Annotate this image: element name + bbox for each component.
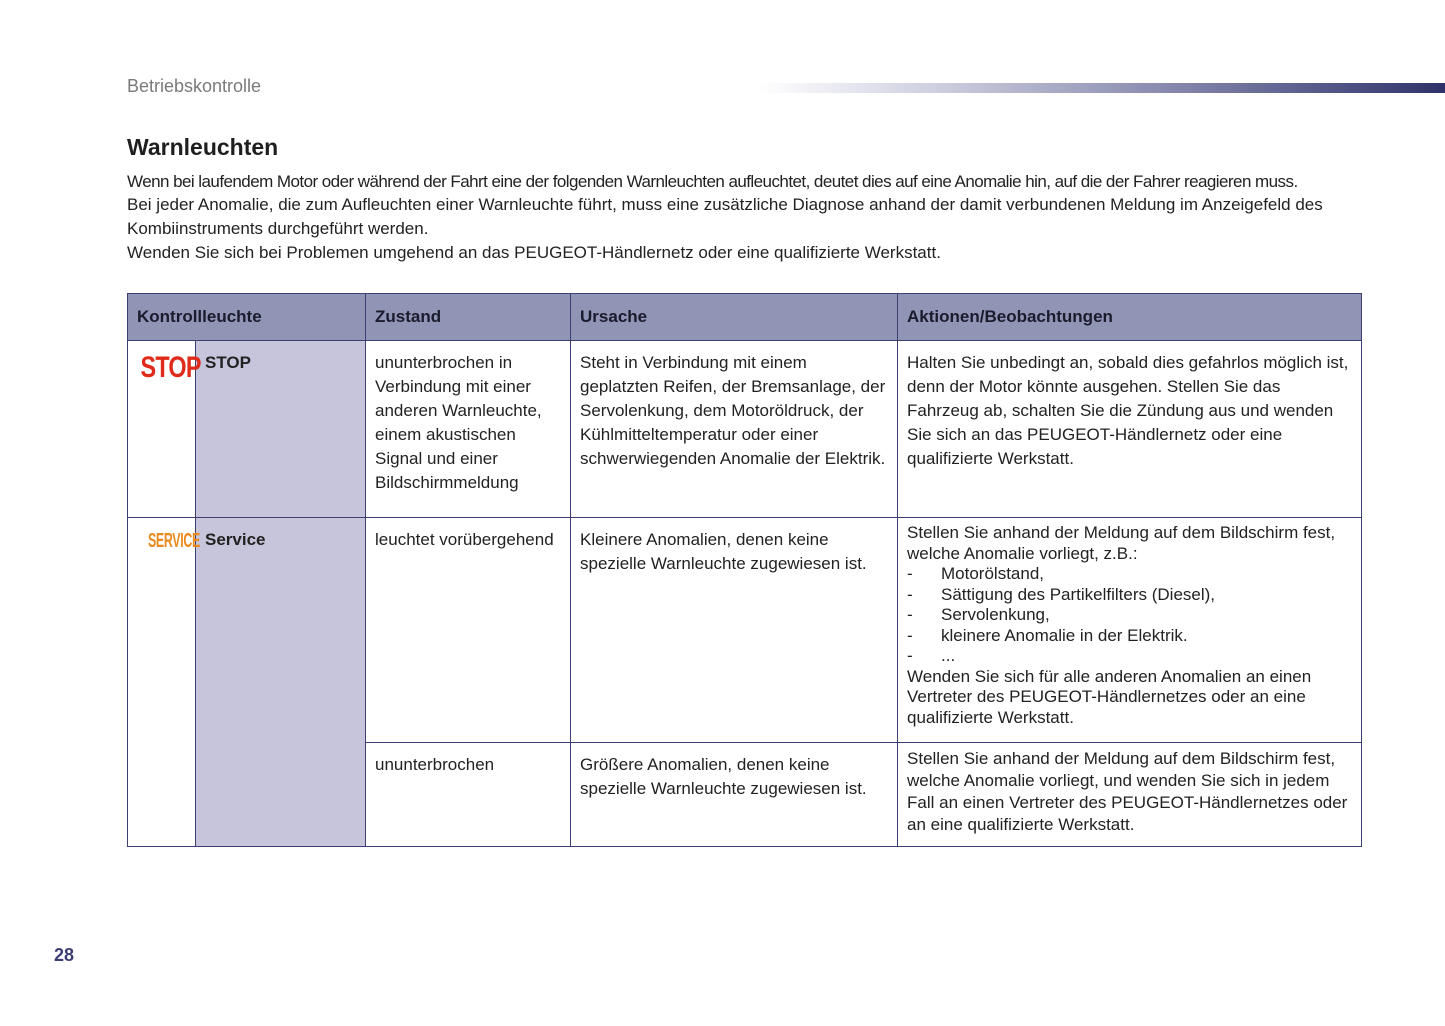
service-icon-cell: [128, 518, 201, 847]
page-number: 28: [54, 945, 75, 965]
service-temp-cause: Kleinere Anomalien, denen keine spezielle Warnleuchte zugewiesen ist.: [571, 518, 898, 743]
intro-paragraph-3: Wenden Sie sich bei Problemen umgehend an das PEUGEOT-Händlernetz oder eine qualifizierte Werkstatt.: [127, 243, 941, 262]
list-dash: -: [907, 564, 913, 583]
list-item: [907, 564, 1352, 585]
list-dash: -: [907, 584, 913, 604]
list-item: [907, 605, 1352, 626]
list-item: [907, 585, 1352, 606]
page-title: Warnleuchten: [127, 134, 279, 160]
list-item: [907, 626, 1352, 647]
table-row-stop: [128, 341, 1362, 518]
service-temp-state: leuchtet vorübergehend: [366, 518, 571, 743]
list-item: [907, 646, 1352, 667]
list-item-text: ...: [941, 646, 956, 665]
list-item-text: kleinere Anomalie in der Elektrik.: [941, 625, 1188, 645]
warning-lights-table: [127, 293, 1362, 847]
list-dash: -: [907, 625, 913, 645]
section-header: Betriebskontrolle: [127, 76, 262, 96]
list-item-text: Sättigung des Partikelfilters (Diesel),: [941, 584, 1216, 604]
service-cont-cause: Größere Anomalien, denen keine spezielle Warnleuchte zugewiesen ist.: [571, 743, 898, 847]
stop-name: STOP: [196, 341, 366, 518]
header-aktionen: Aktionen/Beobachtungen: [898, 294, 1362, 341]
intro-paragraph-2: Bei jeder Anomalie, die zum Aufleuchten einer Warnleuchte führt, muss eine zusätzliche Diagnose anhand der damit verbundenen Meldung im Anzeigefeld des Kombiinstruments durchgeführt werden.: [127, 195, 1323, 238]
header-zustand: Zustand: [366, 294, 571, 341]
header-ursache: Ursache: [571, 294, 898, 341]
list-dash: -: [907, 605, 913, 624]
service-cont-actions: Stellen Sie anhand der Meldung auf dem Bildschirm fest, welche Anomalie vorliegt, und wenden Sie sich in jedem Fall an einen Vertreter des PEUGEOT-Händlernetzes oder an eine qualifizierte Werkstatt.: [898, 743, 1362, 847]
service-temp-actions: [898, 518, 1362, 743]
stop-warning-icon: STOP: [140, 351, 201, 384]
list-item-text: Motorölstand,: [941, 564, 1045, 583]
stop-state: ununterbrochen in Verbindung mit einer anderen Warnleuchte, einem akustischen Signal und einer Bildschirmmeldung: [366, 341, 571, 518]
table-row-service-temporary: [128, 518, 1362, 743]
stop-cause: Steht in Verbindung mit einem geplatzten Reifen, der Bremsanlage, der Servolenkung, dem Motoröldruck, der Kühlmitteltemperatur oder einer schwerwiegenden Anomalie der Elektrik.: [571, 341, 898, 518]
intro-text: [127, 193, 1367, 265]
service-cont-state: ununterbrochen: [366, 743, 571, 847]
service-warning-icon: SERVICE: [147, 530, 201, 552]
service-name: Service: [196, 518, 366, 847]
stop-icon-cell: [128, 341, 201, 518]
intro-line-1: Wenn bei laufendem Motor oder während der Fahrt eine der folgenden Warnleuchten aufleuchtet, deutet dies auf eine Anomalie hin, auf die der Fahrer reagieren muss.: [127, 172, 1298, 191]
service-temp-actions-intro: Stellen Sie anhand der Meldung auf dem Bildschirm fest, welche Anomalie vorliegt, z.B.:: [907, 523, 1336, 563]
list-item-text: Servolenkung,: [941, 605, 1050, 624]
service-temp-actions-outro: Wenden Sie sich für alle anderen Anomalien an einen Vertreter des PEUGEOT-Händlernetzes oder an eine qualifizierte Werkstatt.: [907, 666, 1312, 727]
header-kontrollleuchte: Kontrollleuchte: [128, 294, 366, 341]
header-gradient-bar: [760, 83, 1445, 93]
stop-actions: Halten Sie unbedingt an, sobald dies gefahrlos möglich ist, denn der Motor könnte ausgehen. Stellen Sie das Fahrzeug ab, schalten Sie die Zündung aus und wenden Sie sich an das PEUGEOT-Händlernetz oder eine qualifizierte Werkstatt.: [898, 341, 1362, 518]
table-header-row: [128, 294, 1362, 341]
list-dash: -: [907, 646, 913, 665]
